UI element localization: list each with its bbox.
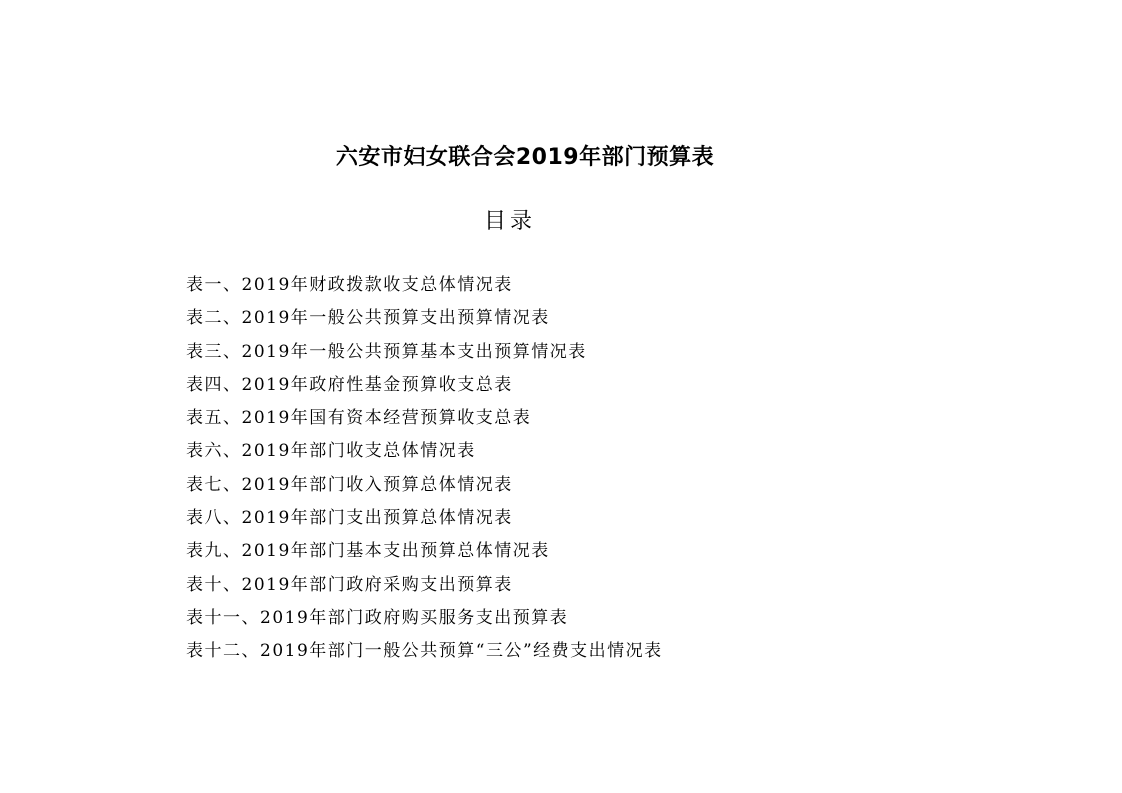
toc-item: 表六、2019年部门收支总体情况表 bbox=[186, 441, 476, 462]
toc-item: 表八、2019年部门支出预算总体情况表 bbox=[186, 508, 513, 529]
toc-item: 表四、2019年政府性基金预算收支总表 bbox=[186, 374, 513, 395]
toc-item: 表十二、2019年部门一般公共预算“三公”经费支出情况表 bbox=[186, 641, 663, 662]
toc-heading: 目录 bbox=[483, 209, 536, 234]
table-of-contents bbox=[186, 272, 663, 672]
toc-item: 表十一、2019年部门政府购买服务支出预算表 bbox=[186, 607, 569, 628]
toc-item: 表十、2019年部门政府采购支出预算表 bbox=[186, 574, 513, 595]
toc-item: 表三、2019年一般公共预算基本支出预算情况表 bbox=[186, 341, 587, 362]
toc-item: 表九、2019年部门基本支出预算总体情况表 bbox=[186, 541, 550, 562]
toc-item: 表七、2019年部门收入预算总体情况表 bbox=[186, 474, 513, 495]
toc-item: 表五、2019年国有资本经营预算收支总表 bbox=[186, 408, 532, 429]
toc-item: 表二、2019年一般公共预算支出预算情况表 bbox=[186, 308, 550, 329]
toc-item: 表一、2019年财政拨款收支总体情况表 bbox=[186, 275, 513, 295]
document-title: 六安市妇女联合会2019年部门预算表 bbox=[335, 145, 715, 170]
